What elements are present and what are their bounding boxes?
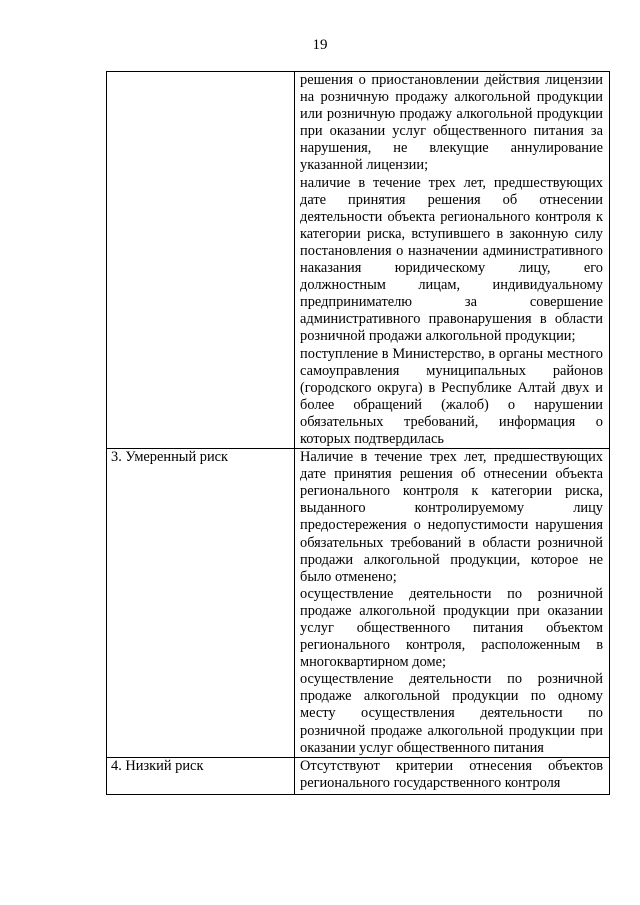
- table-row: [107, 72, 610, 449]
- risk-criteria-cell: [295, 757, 610, 794]
- criteria-paragraph: решения о приостановлении действия лицензии на розничную продажу алкогольной продукции или розничную продажу алкогольной продукции при оказании услуг общественного питания за нарушения, не влекущие аннулирование указанной лицензии;: [300, 72, 603, 174]
- table-row: [107, 757, 610, 794]
- risk-category-table: [106, 71, 610, 795]
- risk-category-cell: 3. Умеренный риск: [107, 449, 295, 758]
- criteria-paragraph: осуществление деятельности по розничной продаже алкогольной продукции при оказании услуг общественного питания объектом регионального контроля, расположенным в многоквартирном доме;: [300, 585, 603, 671]
- risk-criteria-cell: [295, 72, 610, 449]
- criteria-paragraph: наличие в течение трех лет, предшествующих дате принятия решения об отнесении деятельности объекта регионального контроля к категории риска, вступившего в законную силу постановления о назначении административного наказания юридическому лицу, его должностным лицам, индивидуальному предпринимателю за совершение административного правонарушения в области розничной продажи алкогольной продукции;: [300, 174, 603, 345]
- page-number: 19: [312, 37, 328, 53]
- risk-category-cell: [107, 72, 295, 449]
- criteria-paragraph: поступление в Министерство, в органы местного самоуправления муниципальных районов (городского округа) в Республике Алтай двух и более обращений (жалоб) о нарушении обязательных требований, информация о которых подтвердилась: [300, 345, 603, 447]
- risk-category-cell: 4. Низкий риск: [107, 757, 295, 794]
- risk-criteria-cell: [295, 449, 610, 758]
- criteria-paragraph: Отсутствуют критерии отнесения объектов регионального государственного контроля: [300, 757, 603, 791]
- criteria-paragraph: Наличие в течение трех лет, предшествующих дате принятия решения об отнесении объекта регионального контроля к категории риска, выданного контролируемому лицу предостережения о недопустимости нарушения обязательных требований в области розничной продажи алкогольной продукции, которое не было отменено;: [300, 449, 603, 585]
- criteria-paragraph: осуществление деятельности по розничной продаже алкогольной продукции по одному месту осуществления деятельности по розничной продаже алкогольной продукции при оказании услуг общественного питания: [300, 671, 603, 756]
- table-row: [107, 449, 610, 758]
